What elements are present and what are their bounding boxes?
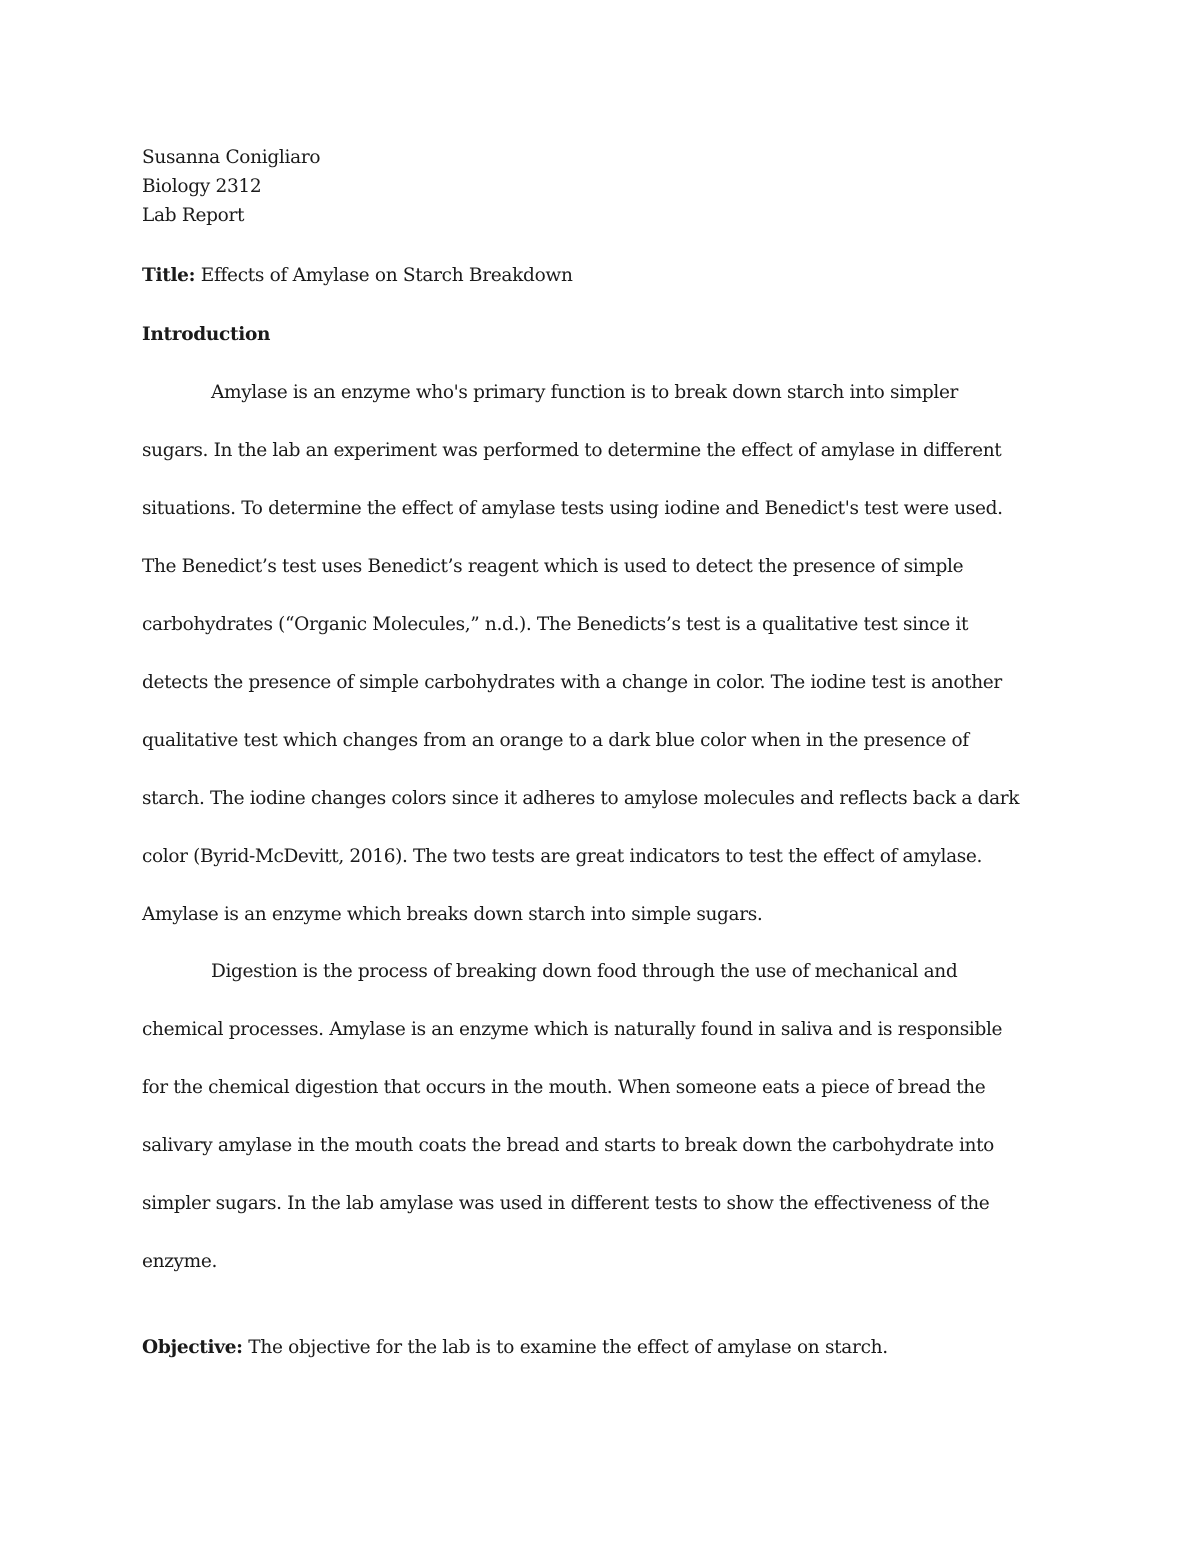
author-name: Susanna Conigliaro bbox=[142, 147, 321, 168]
paragraph-line: simpler sugars. In the lab amylase was used in different tests to show the effectiveness of the bbox=[142, 1193, 990, 1214]
paragraph-line: enzyme. bbox=[142, 1251, 217, 1272]
paragraph-line: chemical processes. Amylase is an enzyme which is naturally found in saliva and is responsible bbox=[142, 1019, 1003, 1040]
title-label: Title: bbox=[142, 265, 196, 286]
paragraph-line: carbohydrates (“Organic Molecules,” n.d.). The Benedicts’s test is a qualitative test since it bbox=[142, 614, 969, 635]
paragraph-line: color (Byrid-McDevitt, 2016). The two tests are great indicators to test the effect of amylase. bbox=[142, 846, 983, 867]
paragraph-line: starch. The iodine changes colors since it adheres to amylose molecules and reflects back a dark bbox=[142, 788, 1020, 809]
title-text: Effects of Amylase on Starch Breakdown bbox=[195, 265, 573, 286]
introduction-heading: Introduction bbox=[142, 324, 271, 345]
paragraph-line: Amylase is an enzyme which breaks down starch into simple sugars. bbox=[142, 904, 763, 925]
paragraph-line: qualitative test which changes from an orange to a dark blue color when in the presence of bbox=[142, 730, 969, 751]
paragraph-line: sugars. In the lab an experiment was performed to determine the effect of amylase in different bbox=[142, 440, 1002, 461]
objective-text: The objective for the lab is to examine the effect of amylase on starch. bbox=[242, 1337, 888, 1358]
paragraph-line: The Benedict’s test uses Benedict’s reagent which is used to detect the presence of simple bbox=[142, 556, 964, 577]
objective-line bbox=[142, 1336, 888, 1360]
objective-label: Objective: bbox=[142, 1337, 243, 1358]
paragraph-line: situations. To determine the effect of amylase tests using iodine and Benedict's test were used. bbox=[142, 498, 1003, 519]
paragraph-line: salivary amylase in the mouth coats the bread and starts to break down the carbohydrate into bbox=[142, 1135, 994, 1156]
title-line bbox=[142, 264, 573, 288]
paragraph-line: for the chemical digestion that occurs in the mouth. When someone eats a piece of bread the bbox=[142, 1077, 986, 1098]
course-name: Biology 2312 bbox=[142, 176, 262, 197]
document-type: Lab Report bbox=[142, 205, 245, 226]
paragraph-line: detects the presence of simple carbohydrates with a change in color. The iodine test is another bbox=[142, 672, 1002, 693]
paragraph-line: Digestion is the process of breaking down food through the use of mechanical and bbox=[211, 961, 958, 982]
paragraph-line: Amylase is an enzyme who's primary function is to break down starch into simpler bbox=[211, 382, 959, 403]
